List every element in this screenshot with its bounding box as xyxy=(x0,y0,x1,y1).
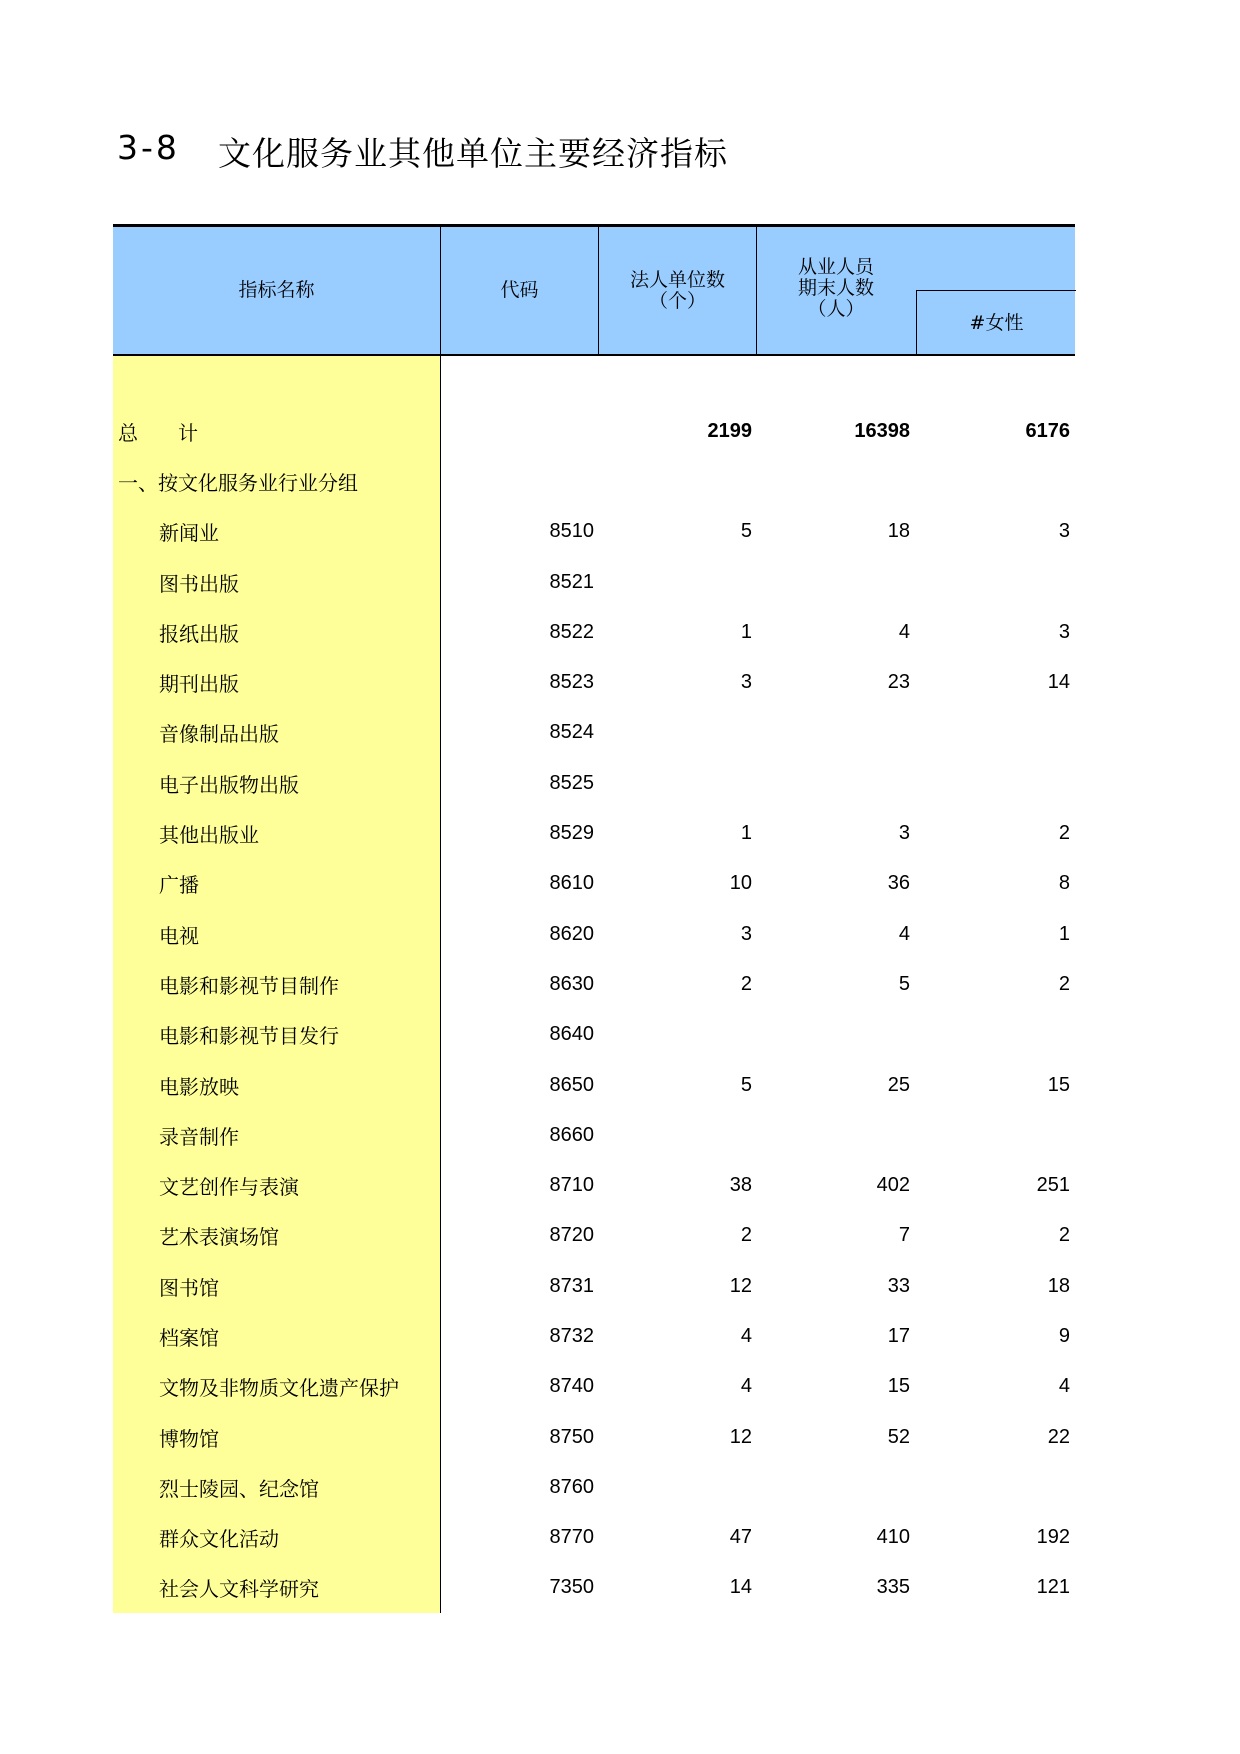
row-employees: 52 xyxy=(887,1425,910,1448)
row-legal-units: 2 xyxy=(740,1224,752,1247)
row-name: 广播 xyxy=(159,873,199,898)
row-name: 文艺创作与表演 xyxy=(159,1175,299,1200)
row-employees: 5 xyxy=(898,972,910,995)
row-employees: 402 xyxy=(876,1174,910,1197)
row-female: 14 xyxy=(1047,671,1070,694)
row-legal-units: 1 xyxy=(740,620,752,643)
row-code: 7350 xyxy=(549,1576,594,1599)
row-legal-units: 14 xyxy=(729,1576,752,1599)
header-indicator-name: 指标名称 xyxy=(113,227,441,354)
table-row xyxy=(113,657,1075,707)
row-employees: 410 xyxy=(876,1526,910,1549)
row-female: 2 xyxy=(1058,1224,1070,1247)
row-employees: 18 xyxy=(887,520,910,543)
row-legal-units: 3 xyxy=(740,671,752,694)
row-female: 1 xyxy=(1058,922,1070,945)
table-row xyxy=(113,859,1075,909)
table-row xyxy=(113,1010,1075,1060)
row-legal-units: 12 xyxy=(729,1425,752,1448)
table-row xyxy=(113,1261,1075,1311)
row-code: 8640 xyxy=(549,1023,594,1046)
row-name: 电影放映 xyxy=(159,1074,239,1099)
table-row xyxy=(113,1462,1075,1512)
row-legal-units: 2199 xyxy=(707,419,752,442)
row-code: 8630 xyxy=(549,972,594,995)
row-code: 8523 xyxy=(549,671,594,694)
row-code: 8620 xyxy=(549,922,594,945)
table-row xyxy=(113,1211,1075,1261)
table-title: 文化服务业其他单位主要经济指标 xyxy=(218,134,728,173)
row-code: 8521 xyxy=(549,570,594,593)
row-name: 期刊出版 xyxy=(159,672,239,697)
row-female: 2 xyxy=(1058,822,1070,845)
header-legal-units-line2: （个） xyxy=(648,289,706,312)
table-row xyxy=(113,909,1075,959)
table-row xyxy=(113,1362,1075,1412)
table-row xyxy=(113,1060,1075,1110)
header-legal-units xyxy=(599,227,757,354)
row-name: 档案馆 xyxy=(159,1325,219,1350)
row-name: 图书出版 xyxy=(159,571,239,596)
row-legal-units: 5 xyxy=(740,520,752,543)
row-legal-units: 10 xyxy=(729,872,752,895)
row-code: 8710 xyxy=(549,1174,594,1197)
header-employees-line2: 期末人数 xyxy=(797,277,874,299)
row-name: 其他出版业 xyxy=(159,823,259,848)
table-row xyxy=(113,708,1075,758)
table-row xyxy=(113,1311,1075,1361)
row-legal-units: 1 xyxy=(740,822,752,845)
row-legal-units: 47 xyxy=(729,1526,752,1549)
row-legal-units: 4 xyxy=(740,1324,752,1347)
table-number: 3-8 xyxy=(117,128,180,167)
row-employees: 4 xyxy=(898,922,910,945)
header-spacer-row xyxy=(113,356,1075,406)
row-female: 18 xyxy=(1047,1274,1070,1297)
row-legal-units: 38 xyxy=(729,1174,752,1197)
table-row xyxy=(113,607,1075,657)
row-legal-units: 3 xyxy=(740,922,752,945)
row-code: 8660 xyxy=(549,1123,594,1146)
table-row xyxy=(113,1513,1075,1563)
row-code: 8731 xyxy=(549,1274,594,1297)
table-row xyxy=(113,758,1075,808)
row-female: 8 xyxy=(1058,872,1070,895)
row-name: 电子出版物出版 xyxy=(159,772,299,797)
row-code: 8529 xyxy=(549,822,594,845)
row-name: 录音制作 xyxy=(159,1124,239,1149)
table-row xyxy=(113,406,1075,456)
header-employees-line3: （人） xyxy=(807,298,865,320)
row-female: 192 xyxy=(1036,1526,1070,1549)
row-code: 8720 xyxy=(549,1224,594,1247)
row-name: 艺术表演场馆 xyxy=(159,1225,279,1250)
row-code: 8740 xyxy=(549,1375,594,1398)
row-female: 2 xyxy=(1058,972,1070,995)
row-code: 8770 xyxy=(549,1526,594,1549)
row-name: 群众文化活动 xyxy=(159,1527,279,1552)
table-row xyxy=(113,1563,1075,1613)
row-code: 8522 xyxy=(549,620,594,643)
row-female: 22 xyxy=(1047,1425,1070,1448)
row-employees: 3 xyxy=(898,822,910,845)
row-name: 图书馆 xyxy=(159,1275,219,1300)
row-female: 251 xyxy=(1036,1174,1070,1197)
header-employees xyxy=(757,227,915,319)
row-name: 电影和影视节目发行 xyxy=(159,1024,339,1049)
row-name: 电影和影视节目制作 xyxy=(159,973,339,998)
row-code: 8610 xyxy=(549,872,594,895)
table-row xyxy=(113,808,1075,858)
table-body xyxy=(113,356,1075,1613)
row-employees: 4 xyxy=(898,620,910,643)
row-name: 报纸出版 xyxy=(159,621,239,646)
row-employees: 15 xyxy=(887,1375,910,1398)
table-row xyxy=(113,557,1075,607)
row-code: 8750 xyxy=(549,1425,594,1448)
header-code: 代码 xyxy=(441,227,599,354)
row-code: 8760 xyxy=(549,1475,594,1498)
row-name: 一、按文化服务业行业分组 xyxy=(118,470,358,495)
table-row xyxy=(113,959,1075,1009)
row-female: 9 xyxy=(1058,1324,1070,1347)
row-code: 8732 xyxy=(549,1324,594,1347)
header-employees-line1: 从业人员 xyxy=(797,256,874,278)
header-legal-units-line1: 法人单位数 xyxy=(629,268,725,291)
row-code: 8650 xyxy=(549,1073,594,1096)
header-female: #女性 xyxy=(916,290,1076,355)
row-female: 15 xyxy=(1047,1073,1070,1096)
row-legal-units: 5 xyxy=(740,1073,752,1096)
statistics-table xyxy=(113,224,1075,1613)
row-employees: 7 xyxy=(898,1224,910,1247)
row-employees: 36 xyxy=(887,872,910,895)
row-name: 文物及非物质文化遗产保护 xyxy=(159,1376,399,1401)
row-female: 3 xyxy=(1058,520,1070,543)
row-name: 总 计 xyxy=(118,420,198,445)
row-name: 新闻业 xyxy=(159,521,219,546)
table-row xyxy=(113,1110,1075,1160)
row-employees: 335 xyxy=(876,1576,910,1599)
table-row xyxy=(113,456,1075,506)
table-row xyxy=(113,1160,1075,1210)
row-female: 4 xyxy=(1058,1375,1070,1398)
row-employees: 17 xyxy=(887,1324,910,1347)
row-female: 121 xyxy=(1036,1576,1070,1599)
row-name: 烈士陵园、纪念馆 xyxy=(159,1476,319,1501)
row-employees: 33 xyxy=(887,1274,910,1297)
row-name: 博物馆 xyxy=(159,1426,219,1451)
row-employees: 23 xyxy=(887,671,910,694)
table-row xyxy=(113,507,1075,557)
row-code: 8524 xyxy=(549,721,594,744)
row-female: 6176 xyxy=(1025,419,1070,442)
table-rows xyxy=(113,356,1075,1613)
row-code: 8525 xyxy=(549,771,594,794)
row-legal-units: 2 xyxy=(740,972,752,995)
row-code: 8510 xyxy=(549,520,594,543)
table-row xyxy=(113,1412,1075,1462)
row-name: 音像制品出版 xyxy=(159,722,279,747)
row-employees: 16398 xyxy=(854,419,910,442)
row-name: 电视 xyxy=(159,923,199,948)
row-employees: 25 xyxy=(887,1073,910,1096)
table-header xyxy=(113,224,1075,356)
row-legal-units: 12 xyxy=(729,1274,752,1297)
row-legal-units: 4 xyxy=(740,1375,752,1398)
row-female: 3 xyxy=(1058,620,1070,643)
row-name: 社会人文科学研究 xyxy=(159,1577,319,1602)
